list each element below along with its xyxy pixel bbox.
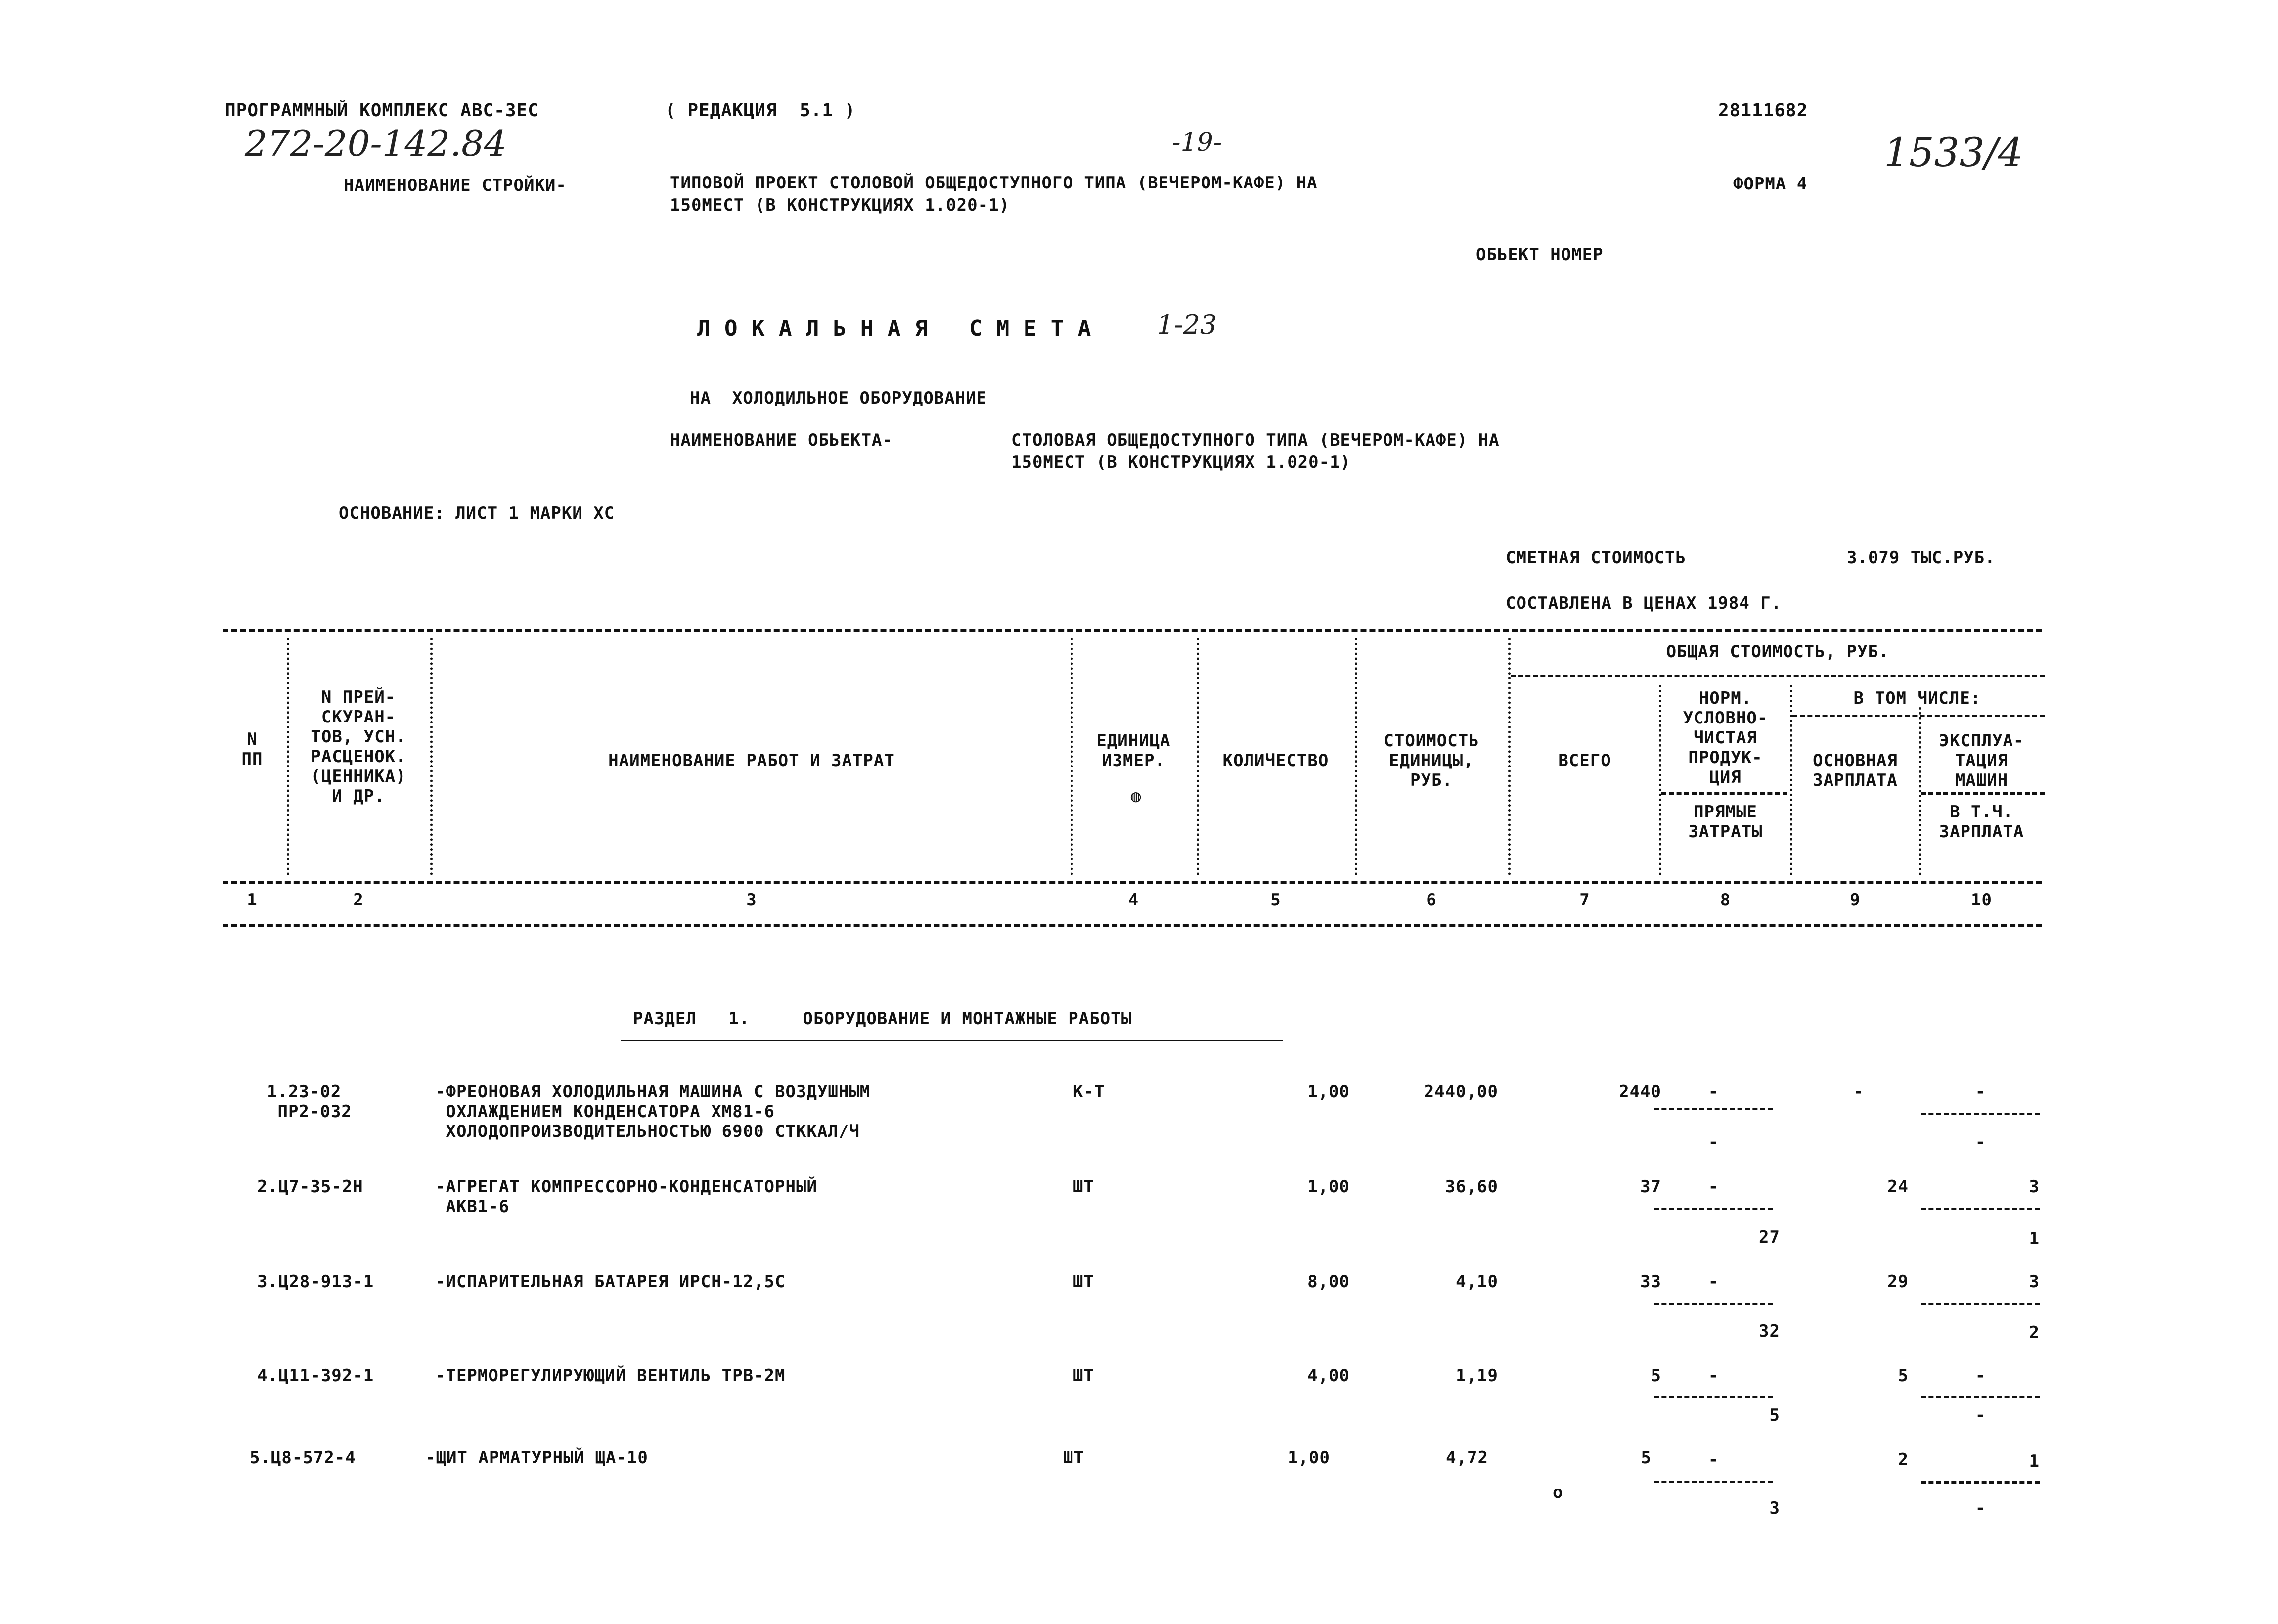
object-label: НАИМЕНОВАНИЕ ОБЬЕКТА- — [670, 430, 893, 450]
row-unit: К-Т — [1073, 1082, 1105, 1102]
row-quantity: 8,00 — [1307, 1272, 1350, 1292]
row-unit: ШТ — [1073, 1177, 1094, 1197]
cost-value: 3.079 ТЫС.РУБ. — [1847, 548, 1996, 568]
column-number: 2 — [353, 890, 364, 910]
table-columns-rule — [223, 924, 2042, 927]
column-divider — [1790, 685, 1792, 875]
object-number-label: ОБЬЕКТ НОМЕР — [1476, 245, 1604, 265]
header-col-incl-salary: В Т.Ч. ЗАРПЛАТА — [1939, 802, 2024, 842]
fraction-bar — [1654, 1208, 1773, 1210]
row-incl-salary: - — [1975, 1405, 1986, 1425]
row-base-salary: - — [1853, 1082, 1864, 1102]
column-number: 5 — [1270, 890, 1281, 910]
program-name: ПРОГРАММНЫЙ КОМПЛЕКС АВС-3ЕС — [225, 100, 539, 121]
row-norm-production: - — [1708, 1272, 1719, 1292]
header-subrule — [1511, 675, 2045, 677]
fraction-bar — [1921, 1481, 2040, 1484]
header-col-unit: ЕДИНИЦА ИЗМЕР. — [1096, 731, 1171, 770]
row-incl-salary: 2 — [2029, 1323, 2040, 1343]
header-col-unit-price: СТОИМОСТЬ ЕДИНИЦЫ, РУБ. — [1384, 731, 1479, 790]
construction-label: НАИМЕНОВАНИЕ СТРОЙКИ- — [344, 176, 567, 195]
column-number: 9 — [1850, 890, 1861, 910]
header-col-base-salary: ОСНОВНАЯ ЗАРПЛАТА — [1813, 751, 1898, 790]
row-total: 33 — [1640, 1272, 1661, 1292]
column-divider — [430, 638, 433, 875]
document-title: Л О К А Л Ь Н А Я С М Е Т А — [697, 316, 1092, 341]
row-incl-salary: - — [1975, 1132, 1986, 1152]
edition: ( РЕДАКЦИЯ 5.1 ) — [665, 100, 856, 121]
fraction-bar — [1921, 1113, 2040, 1115]
header-col-machine-operation: ЭКСПЛУА- ТАЦИЯ МАШИН — [1939, 731, 2024, 790]
header-col-name: НАИМЕНОВАНИЕ РАБОТ И ЗАТРАТ — [608, 751, 895, 770]
price-basis: СОСТАВЛЕНА В ЦЕНАХ 1984 Г. — [1506, 593, 1782, 613]
column-number: 10 — [1971, 890, 1992, 910]
row-unit-price: 1,19 — [1456, 1366, 1498, 1386]
object-line-2: 150МЕСТ (В КОНСТРУКЦИЯХ 1.020-1) — [1011, 452, 1351, 472]
row-quantity: 1,00 — [1307, 1177, 1350, 1197]
header-total-cost: ОБЩАЯ СТОИМОСТЬ, РУБ. — [1666, 642, 1889, 662]
header-col-norm-production: НОРМ. УСЛОВНО- ЧИСТАЯ ПРОДУК- ЦИЯ — [1683, 688, 1768, 787]
fraction-bar — [1654, 1108, 1773, 1110]
form-label: ФОРМА 4 — [1733, 174, 1808, 194]
row-base-salary: 5 — [1898, 1366, 1909, 1386]
row-base-salary: 2 — [1898, 1450, 1909, 1470]
row-total: 5 — [1641, 1448, 1652, 1468]
fraction-bar — [1654, 1481, 1773, 1483]
row-name: -АГРЕГАТ КОМПРЕССОРНО-КОНДЕНСАТОРНЫЙ АКВ1-6 — [435, 1177, 817, 1217]
construction-line-2: 150МЕСТ (В КОНСТРУКЦИЯХ 1.020-1) — [670, 195, 1010, 215]
row-code: 5.Ц8-572-4 — [250, 1448, 356, 1468]
row-machine-operation: - — [1975, 1082, 1986, 1102]
row-direct-costs: 27 — [1759, 1227, 1780, 1247]
object-line-1: СТОЛОВАЯ ОБЩЕДОСТУПНОГО ТИПА (ВЕЧЕРОМ-КАФЕ) НА — [1011, 430, 1500, 450]
row-unit-price: 4,10 — [1456, 1272, 1498, 1292]
fraction-bar — [1921, 1303, 2040, 1305]
handwritten-number: 272-20-142.84 — [245, 123, 507, 164]
column-number: 4 — [1128, 890, 1139, 910]
table-header-rule — [223, 881, 2042, 884]
row-name: -ФРЕОНОВАЯ ХОЛОДИЛЬНАЯ МАШИНА С ВОЗДУШНЫМ ОХЛАЖДЕНИЕМ КОНДЕНСАТОРА ХМ81-6 ХОЛОДОПРОИЗВОДИТЕЛЬНОСТЬЮ 6900 СТККАЛ/Ч — [435, 1082, 871, 1141]
row-norm-production: - — [1708, 1082, 1719, 1102]
row-quantity: 1,00 — [1307, 1082, 1350, 1102]
row-machine-operation: 3 — [2029, 1177, 2040, 1197]
row-code: 2.Ц7-35-2Н — [257, 1177, 363, 1197]
basis: ОСНОВАНИЕ: ЛИСТ 1 МАРКИ ХС — [339, 503, 615, 523]
header-col-number: N ПП — [241, 729, 263, 769]
fraction-bar — [1921, 1208, 2040, 1210]
row-norm-production: - — [1708, 1177, 1719, 1197]
column-divider — [1508, 638, 1511, 875]
row-code: 3.Ц28-913-1 — [257, 1272, 374, 1292]
row-quantity: 4,00 — [1307, 1366, 1350, 1386]
row-base-salary: 29 — [1887, 1272, 1909, 1292]
row-direct-costs: 3 — [1769, 1498, 1780, 1518]
row-machine-operation: 3 — [2029, 1272, 2040, 1292]
header-unit-mark: ◍ — [1130, 786, 1142, 806]
row-quantity: 1,00 — [1288, 1448, 1330, 1468]
column-divider — [1659, 685, 1661, 875]
fraction-bar — [1654, 1396, 1773, 1398]
handwritten-page: -19- — [1172, 128, 1222, 157]
row-code: 4.Ц11-392-1 — [257, 1366, 374, 1386]
row-incl-salary: - — [1975, 1498, 1986, 1518]
row-unit: ШТ — [1073, 1272, 1094, 1292]
column-divider — [287, 638, 289, 875]
scan-mark-icon: o — [1553, 1483, 1563, 1502]
column-number: 8 — [1720, 890, 1731, 910]
row-name: -ТЕРМОРЕГУЛИРУЮЩИЙ ВЕНТИЛЬ ТРВ-2М — [435, 1366, 786, 1386]
table-top-rule — [223, 629, 2042, 632]
row-base-salary: 24 — [1887, 1177, 1909, 1197]
section-underline — [621, 1038, 1283, 1041]
column-number: 1 — [247, 890, 258, 910]
section-title: РАЗДЕЛ 1. ОБОРУДОВАНИЕ И МОНТАЖНЫЕ РАБОТЫ — [633, 1009, 1132, 1029]
row-total: 37 — [1640, 1177, 1661, 1197]
header-col-total: ВСЕГО — [1558, 751, 1611, 770]
row-total: 5 — [1651, 1366, 1661, 1386]
fraction-bar — [1654, 1303, 1773, 1305]
column-number: 7 — [1579, 890, 1590, 910]
header-col-quantity: КОЛИЧЕСТВО — [1222, 751, 1329, 770]
row-total: 2440 — [1619, 1082, 1661, 1102]
row-unit: ШТ — [1063, 1448, 1084, 1468]
row-machine-operation: 1 — [2029, 1451, 2040, 1471]
header-including: В ТОМ ЧИСЛЕ: — [1853, 688, 1981, 708]
estimate-subject: НА ХОЛОДИЛЬНОЕ ОБОРУДОВАНИЕ — [690, 388, 987, 408]
row-unit-price: 4,72 — [1446, 1448, 1488, 1468]
column-number: 6 — [1426, 890, 1437, 910]
header-col-pricelist: N ПРЕЙ- СКУРАН- ТОВ, УСН. РАСЦЕНОК. (ЦЕННИКА) И ДР. — [311, 687, 406, 806]
header-col8-divider — [1661, 792, 1787, 795]
row-incl-salary: 1 — [2029, 1229, 2040, 1249]
row-name: -ЩИТ АРМАТУРНЫЙ ЩА-10 — [425, 1448, 648, 1468]
row-unit: ШТ — [1073, 1366, 1094, 1386]
row-name: -ИСПАРИТЕЛЬНАЯ БАТАРЕЯ ИРСН-12,5С — [435, 1272, 786, 1292]
header-col-direct-costs: ПРЯМЫЕ ЗАТРАТЫ — [1688, 802, 1763, 842]
construction-line-1: ТИПОВОЙ ПРОЕКТ СТОЛОВОЙ ОБЩЕДОСТУПНОГО ТИПА (ВЕЧЕРОМ-КАФЕ) НА — [670, 173, 1318, 193]
row-direct-costs: 5 — [1769, 1405, 1780, 1425]
header-including-rule — [1792, 715, 2045, 717]
row-direct-costs: 32 — [1759, 1321, 1780, 1341]
row-code: 1.23-02 ПР2-032 — [267, 1082, 352, 1122]
document-title-number: 1-23 — [1157, 309, 1217, 340]
row-unit-price: 2440,00 — [1424, 1082, 1498, 1102]
column-number: 3 — [746, 890, 757, 910]
row-machine-operation: - — [1975, 1366, 1986, 1386]
cost-label: СМЕТНАЯ СТОИМОСТЬ — [1506, 548, 1686, 568]
document-code: 28111682 — [1718, 100, 1808, 121]
row-norm-production: - — [1708, 1450, 1719, 1470]
row-direct-costs: - — [1708, 1132, 1719, 1152]
row-unit-price: 36,60 — [1445, 1177, 1498, 1197]
handwritten-reference: 1533/4 — [1884, 130, 2023, 176]
row-norm-production: - — [1708, 1366, 1719, 1386]
header-col10-divider — [1921, 792, 2045, 795]
fraction-bar — [1921, 1396, 2040, 1398]
